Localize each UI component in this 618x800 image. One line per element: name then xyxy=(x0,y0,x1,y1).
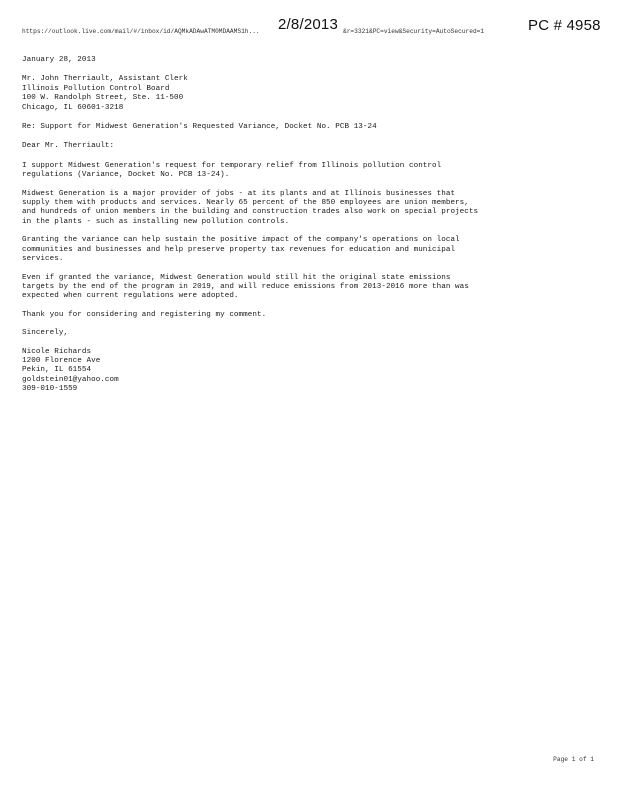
paragraph-line: and hundreds of union members in the building and construction trades also work on special projects xyxy=(22,208,479,217)
paragraph-line: Midwest Generation is a major provider of jobs - at its plants and at Illinois businesses that xyxy=(22,189,456,198)
recipient-line: Chicago, IL 60601-3218 xyxy=(22,103,124,112)
public-comment-number-stamp: PC # 4958 xyxy=(528,17,601,34)
paragraph xyxy=(22,162,592,181)
paragraph xyxy=(22,311,592,320)
recipient-address xyxy=(22,75,592,113)
signature-block xyxy=(22,348,592,395)
letter-date: January 28, 2013 xyxy=(22,56,96,64)
browser-url-right: &r=3321&PC=view&Security=AutoSecured=1 xyxy=(343,28,485,35)
signature-city: Pekin, IL 61554 xyxy=(22,366,92,375)
recipient-line: Illinois Pollution Control Board xyxy=(22,84,170,93)
paragraph-line: communities and businesses and help preserve property tax revenues for education and municipal xyxy=(22,245,456,254)
page-number: Page 1 of 1 xyxy=(553,756,594,763)
signature-phone: 309-010-1559 xyxy=(22,385,78,394)
paragraph xyxy=(22,236,592,264)
paragraph-line: Even if granted the variance, Midwest Generation would still hit the original state emissions xyxy=(22,273,451,282)
closing: Sincerely, xyxy=(22,329,69,338)
salutation: Dear Mr. Therriault: xyxy=(22,142,115,151)
paragraph xyxy=(22,274,592,302)
signature-email: goldstein01@yahoo.com xyxy=(22,375,119,384)
paragraph xyxy=(22,190,592,228)
paragraph-line: expected when current regulations were adopted. xyxy=(22,292,239,301)
paragraph-line: supply them with products and services. Nearly 65 percent of the 850 employees are union members, xyxy=(22,199,469,208)
paragraph-line: services. xyxy=(22,255,64,264)
paragraph-line: Granting the variance can help sustain the positive impact of the company's operations on local xyxy=(22,236,460,245)
paragraph-line: targets by the end of the program in 2019, and will reduce emissions from 2013-2016 more than was xyxy=(22,282,469,291)
signature-name: Nicole Richards xyxy=(22,347,92,356)
recipient-line: Mr. John Therriault, Assistant Clerk xyxy=(22,75,188,84)
recipient-line: 100 W. Randolph Street, Ste. 11-500 xyxy=(22,94,184,103)
paragraph-line: regulations (Variance, Docket No. PCB 13-24). xyxy=(22,171,230,180)
signature-street: 1200 Florence Ave xyxy=(22,356,101,365)
subject-line: Re: Support for Midwest Generation's Requested Variance, Docket No. PCB 13-24 xyxy=(22,123,377,132)
paragraph-line: in the plants - such as installing new pollution controls. xyxy=(22,217,290,226)
letter-body xyxy=(22,56,592,395)
paragraph-line: Thank you for considering and registering my comment. xyxy=(22,310,267,319)
paragraph-line: I support Midwest Generation's request for temporary relief from Illinois pollution control xyxy=(22,161,442,170)
browser-url-left: https://outlook.live.com/mail/#/inbox/id/AQMkADAwATM0MDAAMS1h... xyxy=(22,28,260,35)
filing-date-stamp: 2/8/2013 xyxy=(278,16,338,33)
